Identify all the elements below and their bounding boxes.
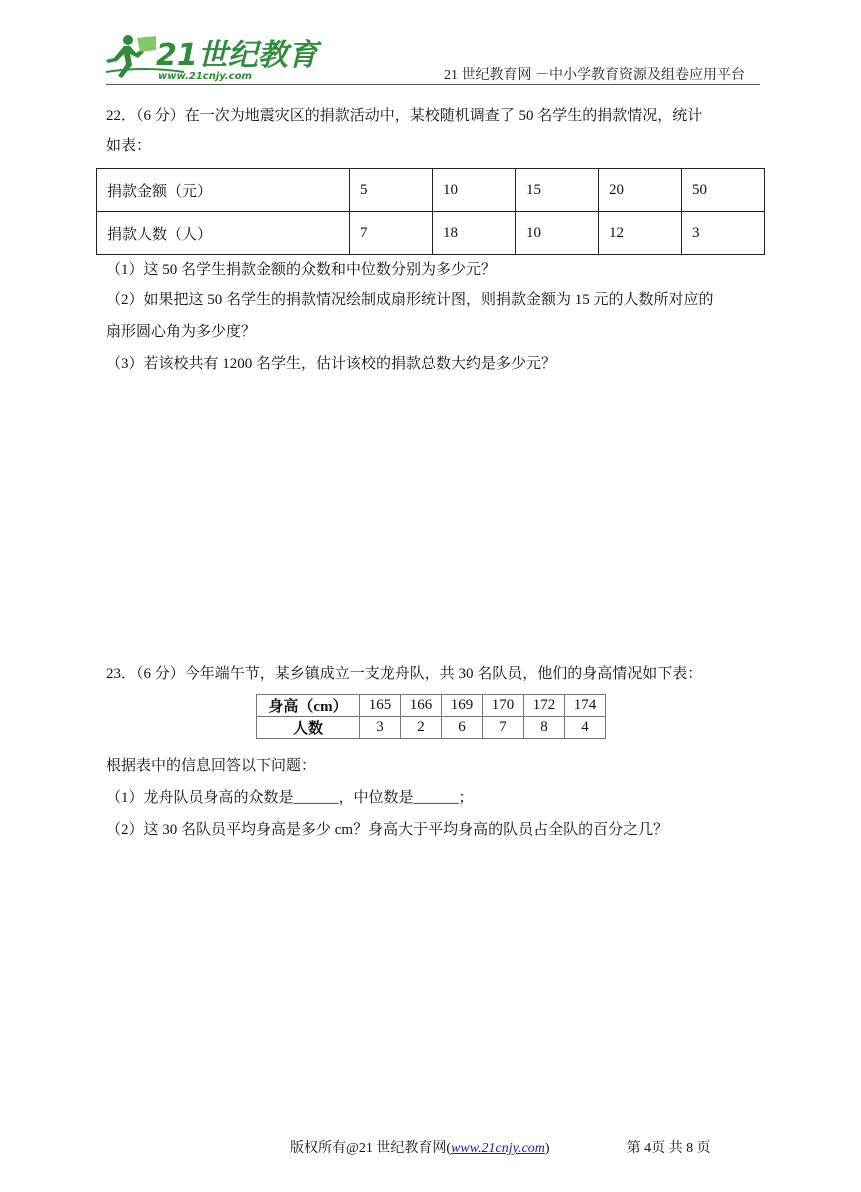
table-cell: 6: [442, 717, 483, 739]
table-cell: 3: [360, 717, 401, 739]
table-cell: 15: [516, 169, 599, 212]
footer-copyright: 版权所有@21 世纪教育网(: [290, 1141, 452, 1156]
table-cell-label: 捐款金额（元）: [97, 169, 350, 212]
table-cell: 10: [433, 169, 516, 212]
q22-stem-line1: 22．（6 分）在一次为地震灾区的捐款活动中，某校随机调查了 50 名学生的捐款情况，统计: [106, 108, 703, 124]
table-cell: 4: [565, 717, 606, 739]
q22-sub2-line2: 扇形圆心角为多少度？: [106, 324, 257, 340]
q23-sub2: （2）这 30 名队员平均身高是多少 cm？身高大于平均身高的队员占全队的百分之几？: [106, 822, 669, 838]
footer-suffix: ): [544, 1141, 550, 1156]
table-cell-label: 人数: [257, 717, 360, 739]
table-row: [257, 695, 606, 717]
table-row: [97, 169, 765, 212]
table-cell: 8: [524, 717, 565, 739]
header-site-line: 21 世纪教育网 －中小学教育资源及组卷应用平台: [444, 68, 745, 83]
q23-intro: 根据表中的信息回答以下问题：: [106, 758, 317, 774]
footer-site-link[interactable]: www.21cnjy.com: [451, 1141, 545, 1156]
q22-stem-line2: 如表：: [106, 138, 152, 154]
table-cell: 7: [350, 212, 433, 255]
q23-sub1: （1）龙舟队员身高的众数是______，中位数是______；: [106, 790, 474, 806]
table-cell: 3: [682, 212, 765, 255]
q22-sub2-line1: （2）如果把这 50 名学生的捐款情况绘制成扇形统计图，则捐款金额为 15 元的人数所对应的: [106, 292, 714, 308]
table-cell: 20: [599, 169, 682, 212]
logo-url-text: www.21cnjy.com: [158, 71, 252, 82]
table-cell: 165: [360, 695, 401, 717]
page-footer: [290, 1137, 711, 1157]
table-cell: 172: [524, 695, 565, 717]
header-rule: [106, 84, 760, 85]
table-cell: 174: [565, 695, 606, 717]
site-logo: [104, 32, 318, 82]
table-cell-label: 身高（cm）: [257, 695, 360, 717]
logo-main-text: 21世纪教育: [156, 38, 318, 73]
height-table: [256, 694, 606, 739]
table-cell: 18: [433, 212, 516, 255]
table-cell-label: 捐款人数（人）: [97, 212, 350, 255]
table-cell: 10: [516, 212, 599, 255]
table-cell: 12: [599, 212, 682, 255]
table-cell: 7: [483, 717, 524, 739]
runner-logo-icon: [104, 32, 318, 82]
q22-sub1: （1）这 50 名学生捐款金额的众数和中位数分别为多少元？: [106, 262, 497, 278]
table-row: [97, 212, 765, 255]
table-cell: 5: [350, 169, 433, 212]
table-cell: 50: [682, 169, 765, 212]
table-row: [257, 717, 606, 739]
page-number: 第 4页 共 8 页: [626, 1141, 711, 1156]
table-cell: 166: [401, 695, 442, 717]
table-cell: 170: [483, 695, 524, 717]
q22-sub3: （3）若该校共有 1200 名学生，估计该校的捐款总数大约是多少元？: [106, 356, 557, 372]
q23-stem: 23．（6 分）今年端午节，某乡镇成立一支龙舟队，共 30 名队员，他们的身高情况如下表：: [106, 666, 703, 682]
table-cell: 169: [442, 695, 483, 717]
table-cell: 2: [401, 717, 442, 739]
donation-table: [96, 168, 765, 255]
